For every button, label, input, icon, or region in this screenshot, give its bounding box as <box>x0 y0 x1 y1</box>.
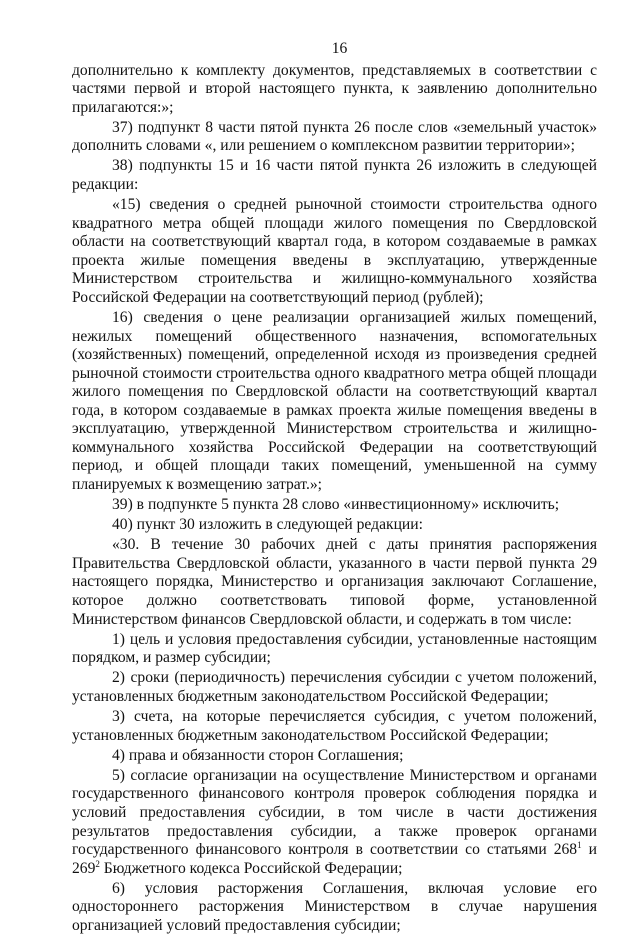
superscript: 2 <box>95 858 100 869</box>
paragraph: 6) условия расторжения Соглашения, включая условие его одностороннего расторжения Министерством в случае нарушения организацией условий предоставления субсидии; <box>72 879 597 934</box>
paragraph-text: 5) согласие организации на осуществление Министерством и органами государственного финансового контроля проверок соблюдения порядка и условий предоставления субсидии, в том числе в части достижения результатов предоставления субсидии, а также проверок органами государственного финансового контроля в соответствии со статьями 268 <box>72 766 597 859</box>
paragraph: 38) подпункты 15 и 16 части пятой пункта 26 изложить в следующей редакции: <box>72 157 597 194</box>
paragraph: 3) счета, на которые перечисляется субсидия, с учетом положений, установленных бюджетным законодательством Российской Федерации; <box>72 708 597 744</box>
paragraph: 39) в подпункте 5 пункта 28 слово «инвестиционному» исключить; <box>112 496 560 514</box>
paragraph: 1) цель и условия предоставления субсидии, установленные настоящим порядком, и размер субсидии; <box>72 630 597 667</box>
paragraph <box>72 767 597 878</box>
paragraph-text: и 269 <box>72 841 597 877</box>
paragraph: «15) сведения о средней рыночной стоимости строительства одного квадратного метра общей площади жилого помещения по Свердловской области на соответствующий квартал года, в котором создаваемые в рамках проекта жилые помещения введены в эксплуатацию, утвержденные Министерством строительства и жилищно-коммунального хозяйства Российской Федерации на соответствующий период (рублей); <box>72 196 597 306</box>
paragraph: 16) сведения о цене реализации организацией жилых помещений, нежилых помещений общественного назначения, вспомогательных (хозяйственных) помещений, определенной исходя из произведения средней рыночной стоимости строительства одного квадратного метра общей площади жилого помещения по Свердловской области на соответствующий квартал года, в котором создаваемые в рамках проекта жилые помещения введены в эксплуатацию, утвержденной Министерством строительства и жилищно-коммунального хозяйства Российской Федерации на соответствующий период, и общей площади таких помещений, уменьшенной на сумму планируемых к возмещению затрат.»; <box>72 309 597 493</box>
superscript: 1 <box>577 840 582 851</box>
page-number: 16 <box>331 40 348 57</box>
document-body <box>72 62 597 935</box>
paragraph-text: Бюджетного кодекса Российской Федерации; <box>99 859 403 877</box>
paragraph: 2) сроки (периодичность) перечисления субсидии с учетом положений, установленных бюджетным законодательством Российской Федерации; <box>72 669 597 705</box>
paragraph: дополнительно к комплекту документов, представляемых в соответствии с частями первой и второй настоящего пункта, к заявлению дополнительно прилагаются:»; <box>72 61 597 116</box>
paragraph: 37) подпункт 8 части пятой пункта 26 после слов «земельный участок» дополнить словами «, или решением о комплексном развитии территории»; <box>72 118 597 155</box>
paragraph: 40) пункт 30 изложить в следующей редакции: <box>112 516 423 534</box>
paragraph: 4) права и обязанности сторон Соглашения; <box>112 746 404 764</box>
paragraph: «30. В течение 30 рабочих дней с даты принятия распоряжения Правительства Свердловской области, указанного в части первой пункта 29 настоящего порядка, Министерство и организация заключают Соглашение, которое должно соответствовать типовой форме, установленной Министерством финансов Свердловской области, и содержать в том числе: <box>72 536 597 628</box>
